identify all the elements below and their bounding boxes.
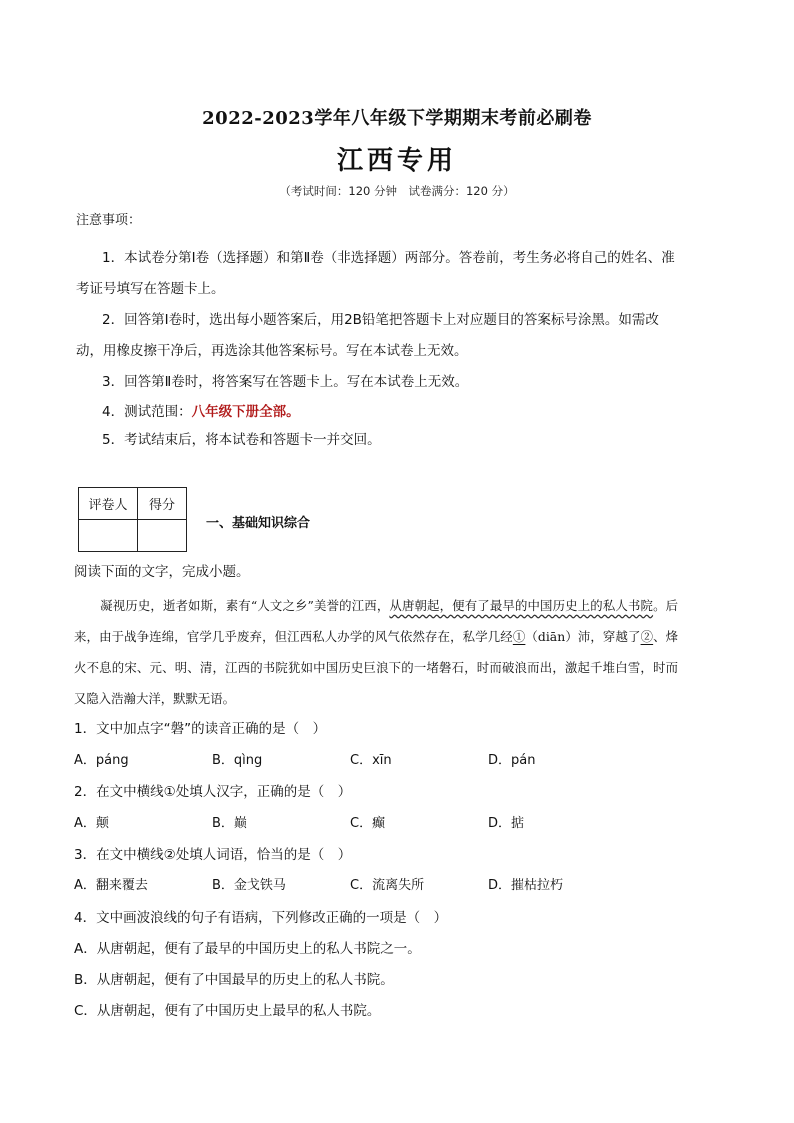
blank-2: ② bbox=[640, 629, 654, 644]
score-cell bbox=[138, 520, 187, 552]
passage-part-3: （diān）沛，穿越了 bbox=[525, 629, 641, 644]
q4-option-b: B．从唐朝起，便有了中国最早的历史上的私人书院。 bbox=[74, 972, 394, 988]
note-item-5: 5．考试结束后，将本试卷和答题卡一并交回。 bbox=[102, 432, 381, 448]
notes-section bbox=[76, 214, 676, 454]
wavy-underlined-sentence: 从唐朝起，便有了最早的中国历史上的私人书院 bbox=[389, 598, 654, 613]
note-item-4 bbox=[76, 398, 676, 426]
exam-title: 2022-2023学年八年级下学期期末考前必刷卷 bbox=[202, 108, 592, 129]
q2-option-b: B．巅 bbox=[212, 816, 247, 831]
note-item-4-prefix: 4．测试范围： bbox=[102, 404, 192, 420]
question-2: 2．在文中横线①处填人汉字，正确的是（ ） bbox=[74, 784, 352, 800]
q1-option-a: A．páng bbox=[74, 753, 129, 768]
q3-option-d: D．摧枯拉朽 bbox=[488, 878, 564, 893]
question-1-options bbox=[74, 749, 694, 768]
q1-option-c: C．xīn bbox=[350, 753, 392, 768]
question-4: 4．文中画波浪线的句子有语病，下列修改正确的一项是（ ） bbox=[74, 910, 448, 926]
reading-instruction: 阅读下面的文字，完成小题。 bbox=[74, 564, 250, 580]
q2-option-a: A．颠 bbox=[74, 816, 109, 831]
grader-header: 评卷人 bbox=[79, 488, 138, 520]
section-heading: 一、基础知识综合 bbox=[206, 516, 311, 531]
q3-option-b: B．金戈铁马 bbox=[212, 878, 286, 893]
q2-option-c: C．癫 bbox=[350, 816, 386, 831]
question-1: 1．文中加点字“磐”的读音正确的是（ ） bbox=[74, 721, 327, 737]
q2-option-d: D．掂 bbox=[488, 816, 525, 831]
q4-option-a: A．从唐朝起，便有了最早的中国历史上的私人书院之一。 bbox=[74, 941, 421, 957]
exam-time-info: （考试时间：120 分钟 试卷满分：120 分） bbox=[279, 184, 515, 198]
q3-option-a: A．翻来覆去 bbox=[74, 878, 148, 893]
exam-subtitle: 江西专用 bbox=[336, 146, 457, 176]
score-table bbox=[78, 487, 187, 552]
blank-1: ① bbox=[512, 629, 526, 644]
note-item-2: 2．回答第Ⅰ卷时，选出每小题答案后，用2B铅笔把答题卡上对应题目的答案标号涂黑。如需改动，用橡皮擦干净后，再选涂其他答案标号。写在本试卷上无效。 bbox=[76, 312, 659, 359]
passage-part-2: 。后来，由于战争连绵，官学几乎废弃，但江西私人办学的风气依然存在，私学几经 bbox=[74, 598, 679, 644]
note-item-1: 1．本试卷分第Ⅰ卷（选择题）和第Ⅱ卷（非选择题）两部分。答卷前，考生务必将自己的姓名、准考证号填写在答题卡上。 bbox=[76, 250, 675, 297]
question-3: 3．在文中横线②处填人词语，恰当的是（ ） bbox=[74, 847, 352, 863]
grader-cell bbox=[79, 520, 138, 552]
q3-option-c: C．流离失所 bbox=[350, 878, 425, 893]
question-3-options bbox=[74, 874, 694, 893]
note-item-3: 3．回答第Ⅱ卷时，将答案写在答题卡上。写在本试卷上无效。 bbox=[102, 374, 469, 390]
q1-option-b: B．qìng bbox=[212, 753, 263, 768]
q4-option-c: C．从唐朝起，便有了中国历史上最早的私人书院。 bbox=[74, 1003, 381, 1019]
test-scope-highlight: 八年级下册全部。 bbox=[191, 404, 300, 420]
q1-option-d: D．pán bbox=[488, 753, 536, 768]
passage-part-4: 、烽火不息的宋、元、明、清，江西的书院犹如中国历史巨浪下的一堵磐石，时而破浪而出，激起千堆白雪，时而又隐入浩瀚大洋，默默无语。 bbox=[74, 629, 679, 706]
reading-passage bbox=[74, 590, 678, 714]
passage-part-1: 凝视历史，逝者如斯，素有“人文之乡”美誉的江西， bbox=[100, 598, 390, 613]
score-header: 得分 bbox=[138, 488, 187, 520]
notes-title: 注意事项： bbox=[76, 213, 142, 228]
question-2-options bbox=[74, 812, 694, 831]
